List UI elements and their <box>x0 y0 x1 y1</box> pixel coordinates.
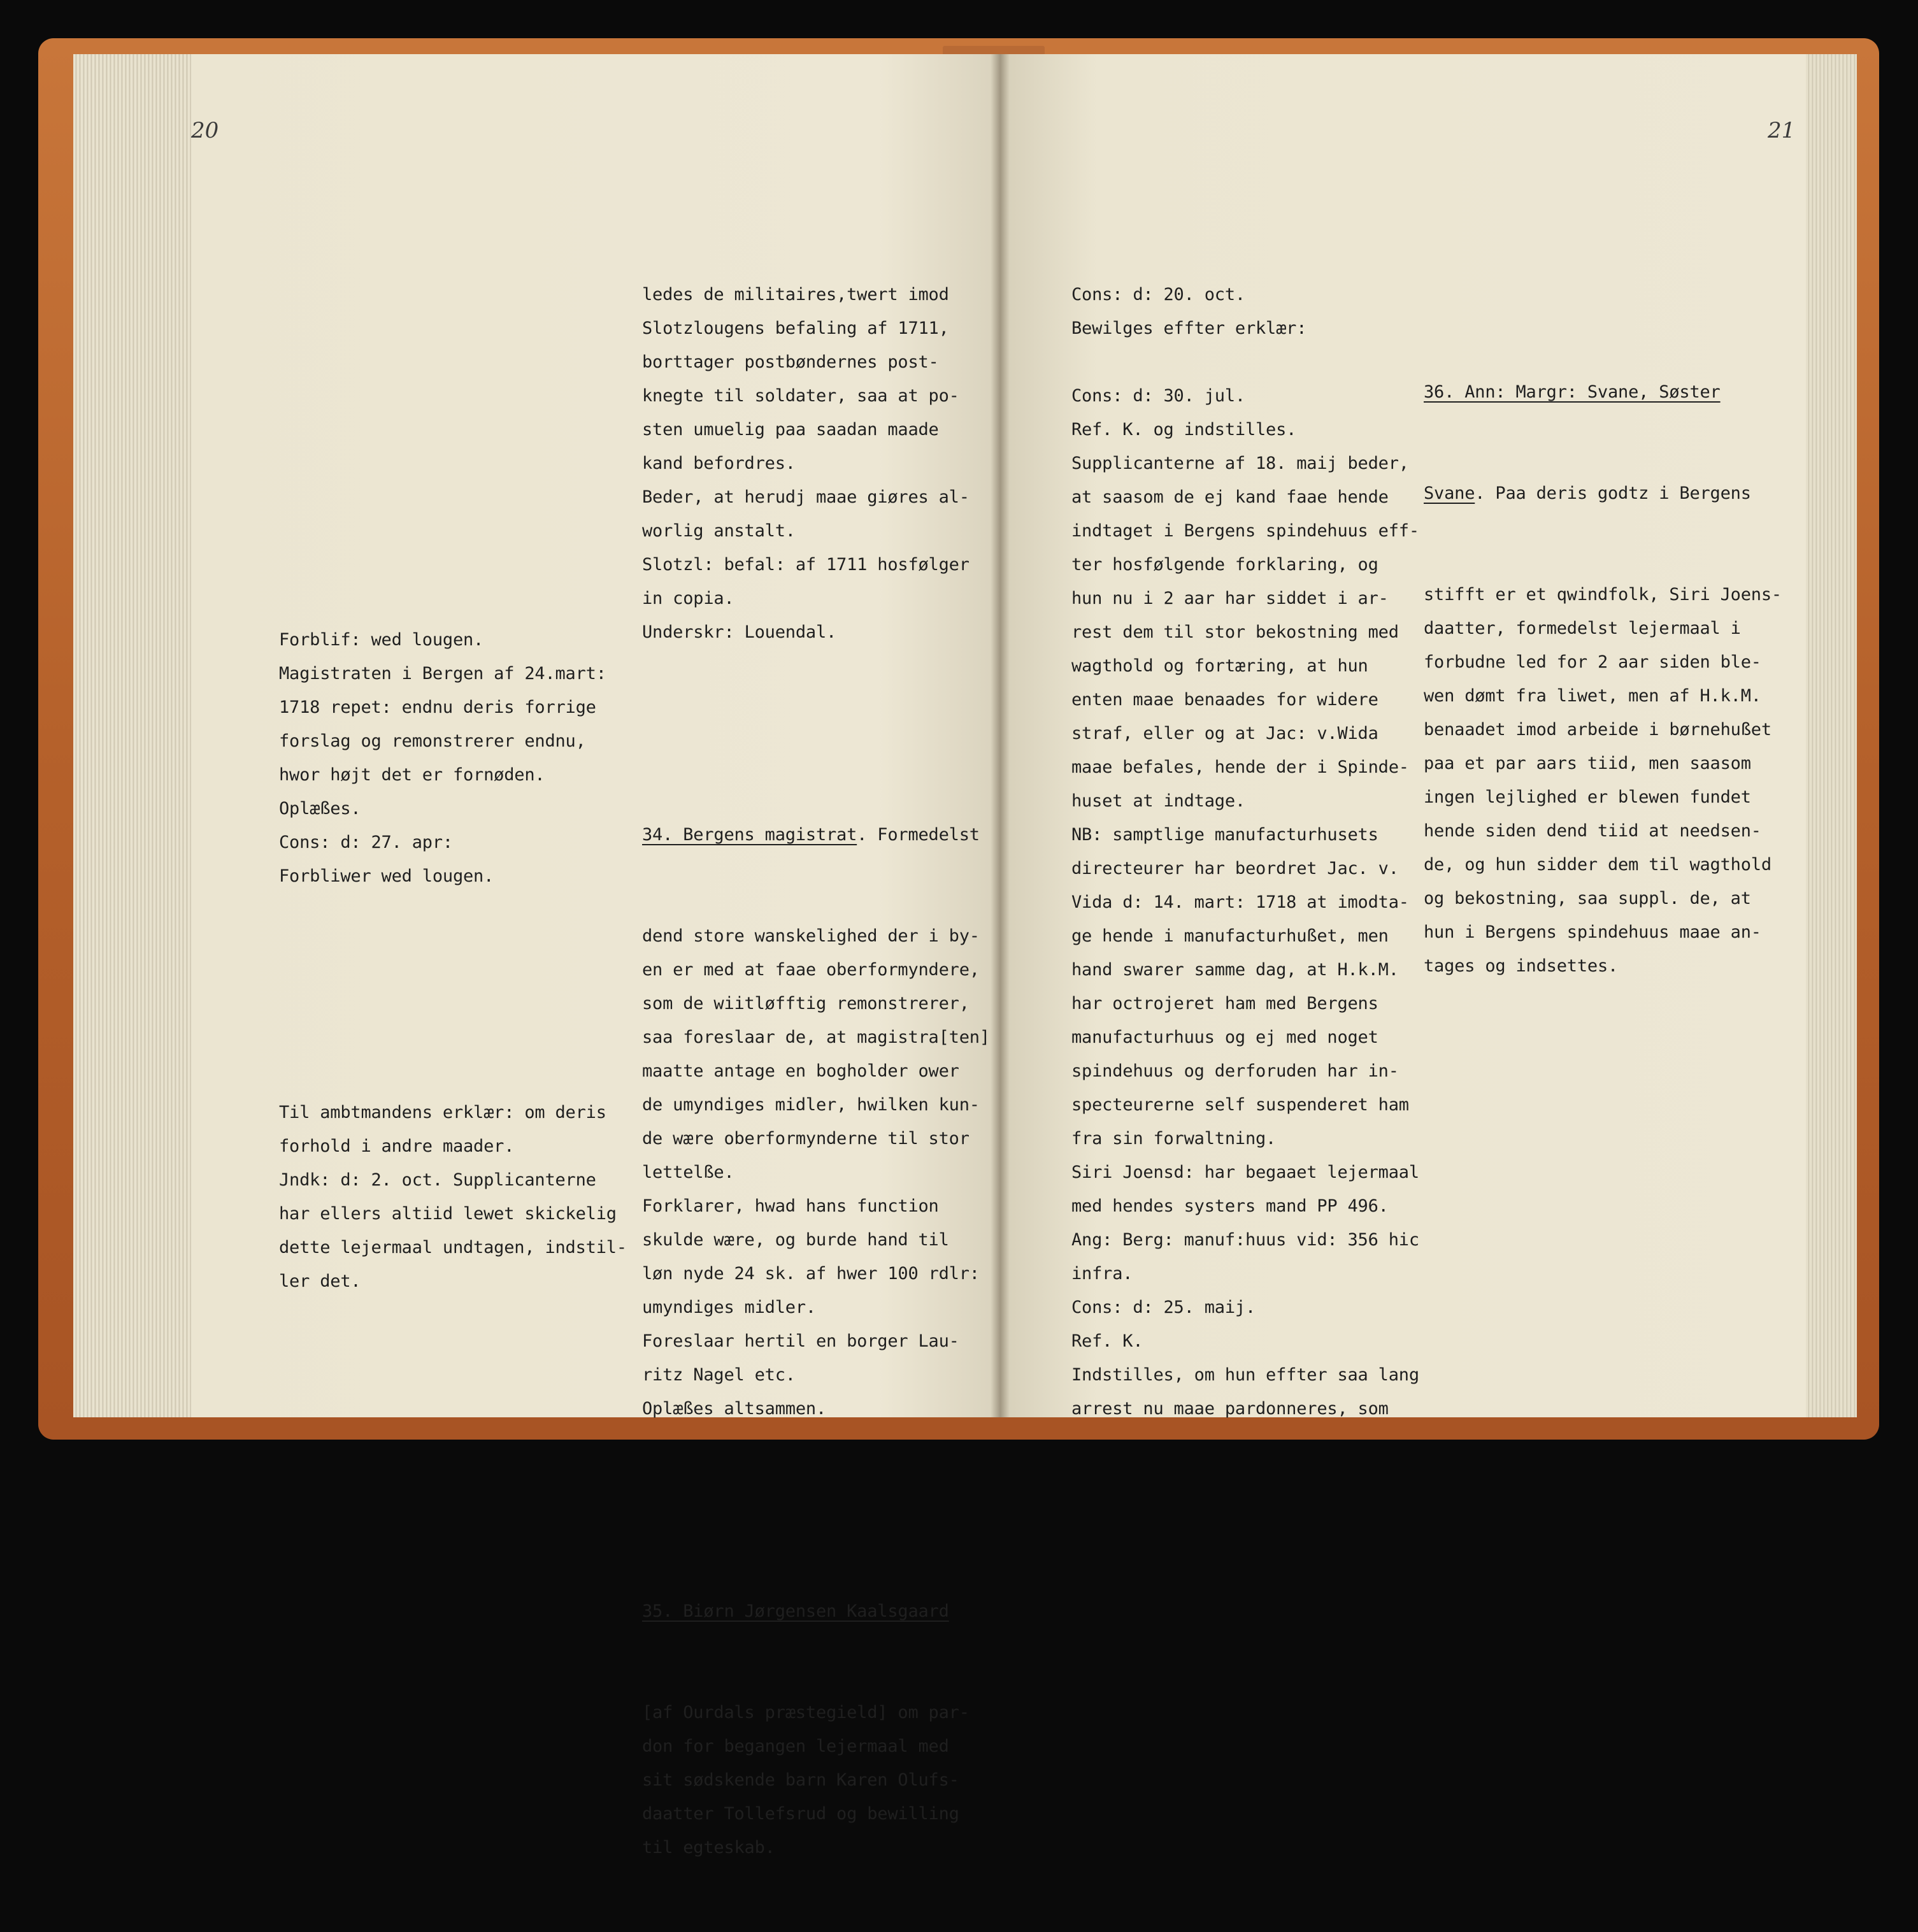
text-line: har ellers altiid lewet skickelig <box>279 1204 617 1224</box>
text-line: daatter Tollefsrud og bewilling <box>642 1804 959 1824</box>
text-line: rest dem til stor bekostning med <box>1071 622 1399 642</box>
text-line: og bekostning, saa suppl. de, at <box>1424 889 1751 908</box>
text-line: daatter, formedelst lejermaal i <box>1424 619 1741 638</box>
text-line: [af Ourdals præstegield] om par- <box>642 1703 970 1722</box>
text-line: Slotzlougens befaling af 1711, <box>642 318 949 338</box>
text-line: worlig anstalt. <box>642 521 796 541</box>
text-line: hand swarer samme dag, at H.k.M. <box>1071 960 1399 980</box>
text-line: infra. <box>1071 1264 1133 1284</box>
text-line: sten umuelig paa saadan maade <box>642 420 939 440</box>
text-line <box>1071 345 1419 379</box>
page-edges-right <box>1806 54 1857 1417</box>
text-line: indtaget i Bergens spindehuus eff- <box>1071 521 1419 541</box>
text-line: Jndk: d: 2. oct. Supplicanterne <box>279 1170 596 1190</box>
text-line: enten maae benaades for widere <box>1071 690 1378 710</box>
text-line: Forbliwer wed lougen. <box>279 866 494 886</box>
text-line: ledes de militaires,twert imod <box>642 285 949 304</box>
text-line: Cons: d: 30. jul. <box>1071 386 1245 406</box>
text-line: lettelße. <box>642 1163 734 1182</box>
text-line: Oplæßes. <box>279 799 361 819</box>
text-line: Oplæßes altsammen. <box>642 1399 826 1419</box>
text-line: Cons: d: 20. oct. <box>1071 285 1245 304</box>
text-line: spindehuus og derforuden har in- <box>1071 1061 1399 1081</box>
text-line: Underskr: Louendal. <box>642 622 837 642</box>
text-line: sit sødskende barn Karen Olufs- <box>642 1770 959 1790</box>
text-line: Slotzl: befal: af 1711 hosfølger <box>642 555 970 575</box>
text-line: 1718 repet: endnu deris forrige <box>279 698 596 717</box>
text-line: don for begangen lejermaal med <box>642 1736 949 1756</box>
text-line: hende siden dend tiid at needsen- <box>1424 821 1761 841</box>
text-line: Foreslaar hertil en borger Lau- <box>642 1331 959 1351</box>
text-line: som de wiitløfftig remonstrerer, <box>642 994 970 1013</box>
right-page <box>1000 54 1806 1417</box>
entry-36-heading-2: Svane. Paa deris godtz i Bergens <box>1424 483 1751 503</box>
entry-35-heading: 35. Biørn Jørgensen Kaalsgaard <box>642 1601 949 1621</box>
text-line: maae befales, hende der i Spinde- <box>1071 757 1409 777</box>
right-col-a-lines <box>1071 278 1419 1426</box>
text-line: manufacturhuus og ej med noget <box>1071 1027 1378 1047</box>
left-col-b-block1 <box>642 278 990 649</box>
text-line: løn nyde 24 sk. af hwer 100 rdlr: <box>642 1264 980 1284</box>
text-line: ge hende i manufacturhußet, men <box>1071 926 1389 946</box>
text-line: in copia. <box>642 589 734 608</box>
text-line: at saasom de ej kand faae hende <box>1071 487 1389 507</box>
text-line: wen dømt fra liwet, men af H.k.M. <box>1424 686 1761 706</box>
text-line: ritz Nagel etc. <box>642 1365 796 1385</box>
text-line: maatte antage en bogholder ower <box>642 1061 959 1081</box>
text-line: hun i Bergens spindehuus maae an- <box>1424 922 1761 942</box>
entry-36-heading-1: 36. Ann: Margr: Svane, Søster <box>1424 382 1721 402</box>
text-line: Supplicanterne af 18. maij beder, <box>1071 454 1409 473</box>
text-line: Forblif: wed lougen. <box>279 630 484 650</box>
text-line: forslag og remonstrerer endnu, <box>279 731 586 751</box>
text-line: directeurer har beordret Jac. v. <box>1071 859 1399 878</box>
text-line: borttager postbøndernes post- <box>642 352 939 372</box>
text-line: har octrojeret ham med Bergens <box>1071 994 1378 1013</box>
text-line: saa foreslaar de, at magistra[ten] <box>642 1027 990 1047</box>
text-line: ler det. <box>279 1271 361 1291</box>
text-line: Vida d: 14. mart: 1718 at imodta- <box>1071 892 1409 912</box>
text-line: benaadet imod arbeide i børnehußet <box>1424 720 1771 740</box>
text-line: fra sin forwaltning. <box>1071 1129 1277 1148</box>
text-line: Cons: d: 25. maij. <box>1071 1298 1256 1317</box>
left-col-a-block1 <box>279 623 627 893</box>
text-line: knegte til soldater, saa at po- <box>642 386 959 406</box>
text-line: skulde wære, og burde hand til <box>642 1230 949 1250</box>
text-line: Ref. K. <box>1071 1331 1143 1351</box>
text-line: NB: samptlige manufacturhusets <box>1071 825 1378 845</box>
text-line: ter hosfølgende forklaring, og <box>1071 555 1378 575</box>
left-col-b-block3 <box>642 1696 990 1864</box>
text-line: ingen lejlighed er blewen fundet <box>1424 787 1751 807</box>
right-col-b-lines <box>1424 578 1782 983</box>
text-line: straf, eller og at Jac: v.Wida <box>1071 724 1378 743</box>
text-line: de, og hun sidder dem til wagthold <box>1424 855 1771 875</box>
text-line: en er med at faae oberformyndere, <box>642 960 980 980</box>
text-line: huset at indtage. <box>1071 791 1245 811</box>
left-col-a-block2 <box>279 1096 627 1298</box>
text-line: Beder, at herudj maae giøres al- <box>642 487 970 507</box>
text-line: Ref. K. og indstilles. <box>1071 420 1297 440</box>
text-line: Indstilles, om hun effter saa lang <box>1071 1365 1419 1385</box>
text-line: forbudne led for 2 aar siden ble- <box>1424 652 1761 672</box>
text-line: Cons: d: 27. apr: <box>279 833 453 852</box>
text-line: Til ambtmandens erklær: om deris <box>279 1103 606 1122</box>
text-line: Forklarer, hwad hans function <box>642 1196 939 1216</box>
entry-34-heading: 34. Bergens magistrat. Formedelst <box>642 825 980 845</box>
left-page-number: 20 <box>191 118 219 143</box>
text-line: hwor højt det er fornøden. <box>279 765 545 785</box>
right-column-b <box>1424 308 1782 1050</box>
right-column-a <box>1071 210 1419 1493</box>
text-line: paa et par aars tiid, men saasom <box>1424 754 1751 773</box>
text-line: til egteskab. <box>642 1838 775 1857</box>
text-line: dend store wanskelighed der i by- <box>642 926 980 946</box>
left-column-a <box>279 555 627 1366</box>
text-line: Ang: Berg: manuf:huus vid: 356 hic <box>1071 1230 1419 1250</box>
text-line: de umyndiges midler, hwilken kun- <box>642 1095 980 1115</box>
text-line: med hendes systers mand PP 496. <box>1071 1196 1389 1216</box>
text-line: stifft er et qwindfolk, Siri Joens- <box>1424 585 1782 605</box>
text-line: kand befordres. <box>642 454 796 473</box>
left-column-b <box>642 210 990 1932</box>
text-line: wagthold og fortæring, at hun <box>1071 656 1368 676</box>
text-line: forhold i andre maader. <box>279 1136 515 1156</box>
book-gutter <box>991 54 1010 1417</box>
text-line: specteurerne self suspenderet ham <box>1071 1095 1409 1115</box>
right-page-number: 21 <box>1768 118 1796 143</box>
left-page <box>191 54 1000 1857</box>
left-col-b-block2 <box>642 919 990 1426</box>
text-line: Magistraten i Bergen af 24.mart: <box>279 664 606 683</box>
text-line: dette lejermaal undtagen, indstil- <box>279 1238 627 1257</box>
page-edges-left <box>73 54 191 1417</box>
text-line: umyndiges midler. <box>642 1298 816 1317</box>
text-line: Bewilges effter erklær: <box>1071 318 1307 338</box>
text-line: tages og indsettes. <box>1424 956 1619 976</box>
text-line: arrest nu maae pardonneres, som <box>1071 1399 1389 1419</box>
text-line: de wære oberformynderne til stor <box>642 1129 970 1148</box>
text-line: Siri Joensd: har begaaet lejermaal <box>1071 1163 1419 1182</box>
text-line: hun nu i 2 aar har siddet i ar- <box>1071 589 1389 608</box>
